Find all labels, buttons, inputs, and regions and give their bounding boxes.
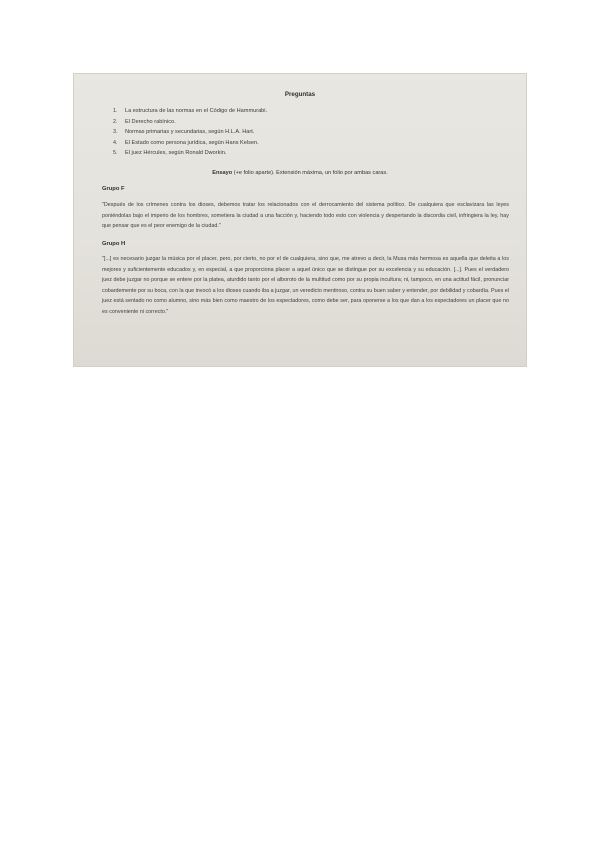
question-text: Normas primarias y secundarias, según H.L.A. Hart. xyxy=(125,129,255,136)
photographed-exam-sheet xyxy=(73,73,527,367)
question-number: 4. xyxy=(113,139,118,146)
essay-instructions-text: (+e folio aparte). Extensión máxima, un folio por ambas caras. xyxy=(233,170,388,176)
question-text: La estructura de las normas en el Código de Hammurabi. xyxy=(125,108,268,115)
question-text: El Derecho rabínico. xyxy=(125,118,176,125)
group-h-heading: Grupo H xyxy=(102,241,126,247)
question-item xyxy=(113,148,413,159)
question-number: 5. xyxy=(113,150,118,157)
page-title: Preguntas xyxy=(284,91,316,98)
essay-instructions xyxy=(73,170,527,176)
question-text: El juez Hércules, según Ronald Dworkin. xyxy=(125,150,227,157)
group-h-quote: "[...] es necesario juzgar la música por el placer, pero, por cierto, no por el de cualquiera, sino que, me atrevo a decir, la Musa más hermosa es aquella que deleita a los mejores y suficientemente educados y, en especial, a que proporciona placer a aquel único que se distingue por su excelencia y su educación. [...]. Pues el verdadero juez debe juzgar no porque se entere por la platea, aturdido tanto por el alboroto de la multitud como por su propia incultura; ni, tampoco, en una actitud fácil, pronunciar cobardemente por su boca, con la que invocó a los dioses cuando iba a juzgar, un veredicto mentiroso, contra su buen saber y entender, por debilidad y cobardía. Pues el juez está sentado no como alumno, sino más bien como maestro de los espectadores, como debe ser, para oponerse a los que dan a los espectadores un placer que no es conveniente ni correcto." xyxy=(102,256,509,315)
essay-label: Ensayo xyxy=(212,170,233,176)
question-item xyxy=(113,106,413,117)
group-f-quote: "Después de los crímenes contra los dioses, debemos tratar los relacionados con el derrocamiento del sistema político. De cualquiera que esclavizara las leyes poniéndolas bajo el imperio de los hombres, sometiera la ciudad a una facción y, haciendo todo esto con violencia y despertando la discordia civil, infringiera la ley, hay que pensar que es el peor enemigo de la ciudad." xyxy=(102,202,509,230)
question-item xyxy=(113,117,413,128)
question-item xyxy=(113,138,413,149)
question-text: El Estado como persona jurídica, según Hans Kelsen. xyxy=(125,139,259,146)
question-number: 1. xyxy=(113,108,118,115)
question-number: 3. xyxy=(113,129,118,136)
group-f-heading: Grupo F xyxy=(102,186,125,192)
question-item xyxy=(113,127,413,138)
questions-list xyxy=(113,106,413,159)
question-number: 2. xyxy=(113,118,118,125)
